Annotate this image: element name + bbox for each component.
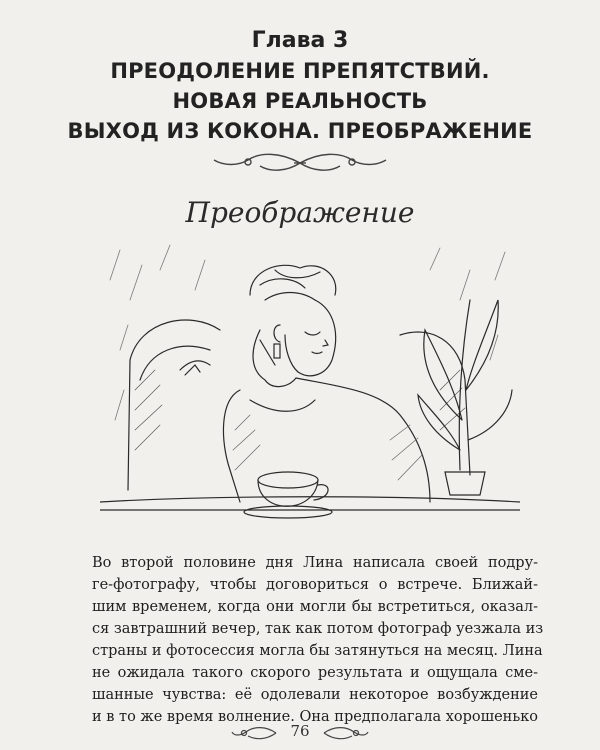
- text-line: шанные чувства: её одолевали некоторое возбуждение: [92, 687, 538, 703]
- text-line: ся завтрашний вечер, так как потом фотограф уезжала из: [92, 621, 544, 637]
- chapter-title-line-2: НОВАЯ РЕАЛЬНОСТЬ: [172, 89, 428, 113]
- chapter-title-line-3: ВЫХОД ИЗ КОКОНА. ПРЕОБРАЖЕНИЕ: [67, 119, 533, 143]
- footer-flourish-right-icon: [322, 724, 370, 742]
- chapter-number: Глава 3: [251, 28, 349, 53]
- chapter-heading: [0, 26, 600, 146]
- section-title: Преображение: [185, 196, 415, 229]
- woman-with-teacup-drawing: [100, 240, 520, 525]
- body-paragraph: [92, 552, 544, 728]
- text-line: ге-фотографу, чтобы договориться о встрече. Ближай-: [92, 577, 538, 593]
- text-line: и в то же время волнение. Она предполагала хорошенько: [92, 709, 539, 725]
- chapter-title-line-1: ПРЕОДОЛЕНИЕ ПРЕПЯТСТВИЙ.: [110, 59, 490, 83]
- text-line: страны и фотосессия могла бы затянуться на месяц. Лина: [92, 643, 543, 659]
- text-line: Во второй половине дня Лина написала своей подру-: [92, 555, 538, 571]
- page-number: 76: [290, 722, 310, 740]
- text-line: не ожидала такого скорого результата и ощущала сме-: [92, 665, 538, 681]
- text-line: шим временем, когда они могли бы встретиться, оказал-: [92, 599, 538, 615]
- flourish-divider-icon: [210, 150, 390, 176]
